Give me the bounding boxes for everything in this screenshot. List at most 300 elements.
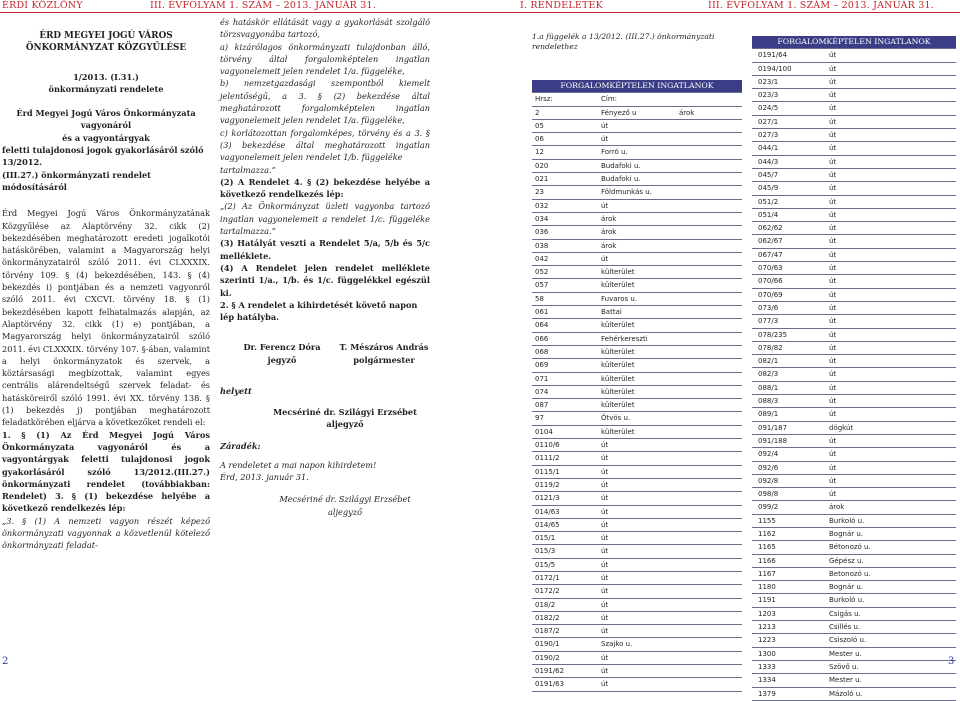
table-row [752,288,956,301]
clause-date: Érd, 2013. január 31. [220,471,309,482]
hrsz-cell: 014/63 [532,505,598,518]
hrsz-cell: 0194/100 [752,62,817,75]
table-row [532,465,742,478]
table-row [532,399,742,412]
address-cell: út [598,492,676,505]
table-row [752,341,956,354]
sig-mayor-role: polgármester [353,354,415,365]
hrsz-cell: 082/1 [752,355,817,368]
hrsz-cell: 027/3 [752,129,817,142]
table-row [532,598,742,611]
table-row [752,142,956,155]
address-cell: Földmunkás u. [598,186,676,199]
address-cell: út [817,474,956,487]
hrsz-cell: 044/3 [752,155,817,168]
hrsz-cell: 1334 [752,674,817,687]
page-number-right: 3 [948,656,955,667]
address-cell: út [598,199,676,212]
table-row [752,248,956,261]
decree-title-1: Érd Megyei Jogú Város Önkormányzata vagyonáról [16,108,196,131]
address-cell: Fehérkereszti [598,332,676,345]
type-cell [676,146,742,159]
table-row [752,235,956,248]
hrsz-cell: 051/4 [752,208,817,221]
type-cell [676,452,742,465]
type-cell [676,119,742,132]
type-cell [676,279,742,292]
address-cell: út [817,235,956,248]
hrsz-cell: 015/5 [532,558,598,571]
hrsz-cell: 024/5 [752,102,817,115]
type-cell [676,665,742,678]
address-cell: út [817,328,956,341]
table-row [752,554,956,567]
address-cell: árok [817,501,956,514]
address-cell: út [598,119,676,132]
hrsz-cell: 1166 [752,554,817,567]
section-1: 1. § (1) Az Érd Megyei Jogú Város Önkormányzata vagyonáról és a vagyontárgyak feletti tulajdonosi jogok gyakorlásáról szóló 13/2012.(III.27.) önkormányzati rendelet (továbbiakban: Rendelet) 3. § (1) bekezdése helyébe a következő rendelkezés lép: [2,429,210,514]
hrsz-cell: 023/1 [752,75,817,88]
address-cell: Budafoki u. [598,159,676,172]
table-row [752,355,956,368]
hrsz-cell: 1167 [752,567,817,580]
hrsz-cell: 06 [532,133,598,146]
hrsz-cell: 091/188 [752,434,817,447]
issue-right: III. ÉVFOLYAM 1. SZÁM – 2013. JANUÁR 31. [708,0,934,11]
table-row [532,651,742,664]
section-1-4: (4) A Rendelet jelen rendelet melléklete szerinti 1/a., 1/b. és 1/c. függelékkel egészül ki. [220,262,430,298]
address-cell: út [817,461,956,474]
table-row [532,345,742,358]
header-rule [0,12,960,13]
table-row [752,527,956,540]
address-cell: Bognár u. [817,581,956,594]
address-cell: külterület [598,266,676,279]
table-row [532,518,742,531]
hrsz-cell: 1333 [752,660,817,673]
table-2-body [752,49,956,701]
hrsz-cell: 0172/1 [532,571,598,584]
hrsz-cell: 58 [532,292,598,305]
appendix-caption: 1.a függelék a 13/2012. (III.27.) önkormányzati rendelethez [532,32,715,51]
address-cell: dögkút [817,421,956,434]
table-row [752,275,956,288]
sig-deputy [220,406,430,431]
table-row [752,368,956,381]
sig-notary-role: jegyző [267,354,297,365]
hrsz-cell: 020 [532,159,598,172]
table-row [532,532,742,545]
table-row [532,452,742,465]
address-cell: út [598,611,676,624]
type-cell [676,266,742,279]
table-row [532,678,742,691]
table-row [532,239,742,252]
type-cell [676,678,742,691]
address-cell: út [817,315,956,328]
address-cell: út [817,195,956,208]
appendix-column-1 [532,32,742,692]
address-cell: külterület [598,372,676,385]
table-row [532,571,742,584]
hrsz-cell: 069 [532,359,598,372]
table-row [752,89,956,102]
address-cell: külterület [598,319,676,332]
address-cell: út [817,434,956,447]
type-cell [676,239,742,252]
hrsz-cell: 1165 [752,541,817,554]
hrsz-cell: 092/4 [752,448,817,461]
address-cell: út [817,368,956,381]
address-cell: út [817,341,956,354]
hrsz-cell: 021 [532,173,598,186]
table-row [752,594,956,607]
hrsz-cell: 0182/2 [532,611,598,624]
type-cell [676,611,742,624]
address-cell: Budafoki u. [598,173,676,186]
sig-mayor [334,341,434,366]
hrsz-cell: 97 [532,412,598,425]
section-1-quote: „3. § (1) A nemzeti vagyon részét képező önkormányzati vagyonnak a közvetlenül kötelező önkormányzati feladat- [2,515,210,551]
hrsz-cell: 074 [532,385,598,398]
address-cell: külterület [598,345,676,358]
hrsz-cell: 078/235 [752,328,817,341]
point-c: c) korlátozottan forgalomképes, törvény és a 3. § (3) bekezdése által meghatározott ingatlan vagyonelemeit jelen rendelet 1/b. függeléke [220,127,430,163]
type-cell [676,332,742,345]
type-cell [676,359,742,372]
section-name: I. RENDELETEK [520,0,603,11]
address-cell: út [817,89,956,102]
address-cell: Fényező u [598,106,676,119]
hrsz-cell: 2 [532,106,598,119]
table-row [532,266,742,279]
issue-left: III. ÉVFOLYAM 1. SZÁM – 2013. JANUÁR 31. [150,0,376,11]
table-row [532,279,742,292]
type-cell [676,518,742,531]
page-number-left: 2 [2,656,9,667]
type-cell [676,532,742,545]
address-cell: út [817,49,956,62]
type-cell [676,545,742,558]
address-cell: Gépész u. [817,554,956,567]
table-row [752,381,956,394]
hrsz-cell: 0115/1 [532,465,598,478]
hrsz-cell: 077/3 [752,315,817,328]
address-cell: Bétonozó u. [817,541,956,554]
hrsz-cell: 032 [532,199,598,212]
table-row [532,173,742,186]
address-cell: út [817,75,956,88]
address-cell: út [598,465,676,478]
sig-deputy-2-name: Mecsériné dr. Szilágyi Erzsébet [279,494,411,505]
hrsz-cell: 1223 [752,634,817,647]
table-row [752,102,956,115]
table-row [752,501,956,514]
address-cell: út [817,115,956,128]
table-row [752,408,956,421]
type-cell [676,651,742,664]
hrsz-cell: 067/47 [752,248,817,261]
table-row [752,328,956,341]
clause-label: Záradék: [220,441,261,452]
address-cell: Betonozó u. [817,567,956,580]
hrsz-cell: 071 [532,372,598,385]
address-cell: út [817,102,956,115]
hrsz-cell: 0187/2 [532,625,598,638]
table-row [532,319,742,332]
hrsz-cell: 061 [532,306,598,319]
preamble: Érd Megyei Jogú Város Önkormányzatának Közgyűlése az Alaptörvény 32. cikk (2) bekezdésében meghatározott eredeti jogalkotói hatáskörében, valamint a Magyarország helyi önkormányzatairól szóló 2011. évi CLXXXIX. törvény 109. § (4) bekezdésében, 143. § (4) bekezdés i) pontjában és a nemzeti vagyonról szóló 2011. évi CXCVI. törvény 18. § (1) bekezdésében kapott felhatalmazás alapján, az Alaptörvény 32. cikk (1) e) pontjában, a Magyarország helyi önkormányzatairól szóló 2011. évi CLXXXIX. törvény 107. §-ában, valamint a helyi önkormányzatok és szervek, a köztársasági megbízottak, valamint egyes centrális alárendeltségű szervek feladat- és hatásköreiről szóló 1991. évi XX. törvény 138. § (1) bekezdés j) pontjában meghatározott feladatkörében eljárva a következőket rendeli el: [2,208,210,428]
address-cell: külterület [598,359,676,372]
type-cell: árok [676,106,742,119]
type-cell [676,492,742,505]
hrsz-cell: 045/7 [752,168,817,181]
decree-column-2 [220,16,430,518]
address-cell: út [598,505,676,518]
hrsz-cell: 1300 [752,647,817,660]
hrsz-cell: 1155 [752,514,817,527]
address-cell: Mester u. [817,647,956,660]
type-cell [676,439,742,452]
hrsz-cell: 062/67 [752,235,817,248]
hrsz-cell: 066 [532,332,598,345]
table-row [532,638,742,651]
type-cell [676,212,742,225]
hrsz-cell: 088/1 [752,381,817,394]
continuation: és hatáskör ellátását vagy a gyakorlását szolgáló törzsvagyonába tartozó, [220,17,430,40]
hrsz-cell: 0190/2 [532,651,598,664]
table-row [532,146,742,159]
type-cell [676,625,742,638]
hrsz-cell: 0172/2 [532,585,598,598]
address-cell: út [817,381,956,394]
address-cell: Szövő u. [817,660,956,673]
address-cell: Mester u. [817,674,956,687]
hrsz-cell: 070/66 [752,275,817,288]
address-cell: út [598,532,676,545]
hrsz-cell: 068 [532,345,598,358]
table-row [752,262,956,275]
hrsz-cell: 1180 [752,581,817,594]
table-row [532,478,742,491]
table-row [752,567,956,580]
address-cell: út [598,571,676,584]
address-cell: út [817,301,956,314]
address-cell: út [817,182,956,195]
type-cell [676,186,742,199]
type-cell [676,412,742,425]
table-row [532,385,742,398]
hrsz-cell: 044/1 [752,142,817,155]
address-cell: út [817,355,956,368]
table-row [532,292,742,305]
address-cell: külterület [598,385,676,398]
type-cell [676,306,742,319]
type-cell [676,465,742,478]
address-cell: út [598,625,676,638]
sig-deputy-2-role: aljegyző [328,506,362,517]
hrsz-cell: 0111/2 [532,452,598,465]
address-cell: Forró u. [598,146,676,159]
type-cell [676,558,742,571]
table-row [752,49,956,62]
on-behalf: helyett [220,386,252,397]
address-cell: külterület [598,425,676,438]
address-cell: út [817,168,956,181]
section-1-2: (2) A Rendelet 4. § (2) bekezdése helyébe a következő rendelkezés lép: [220,176,430,200]
hrsz-cell: 091/187 [752,421,817,434]
table-1-address-header: Cím: [598,93,742,106]
table-row [532,332,742,345]
hrsz-cell: 015/1 [532,532,598,545]
type-cell [676,399,742,412]
type-cell [676,478,742,491]
address-cell: út [817,222,956,235]
table-row [752,301,956,314]
type-cell [676,133,742,146]
table-row [532,159,742,172]
running-header [0,0,960,14]
hrsz-cell: 027/1 [752,115,817,128]
section-2: 2. § A rendelet a kihirdetését követő napon lép hatályba. [220,299,418,323]
decree-title-4: (III.27.) önkormányzati rendelet módosításáról [2,169,151,192]
hrsz-cell: 23 [532,186,598,199]
table-row [752,448,956,461]
address-cell: út [598,598,676,611]
table-row [752,647,956,660]
type-cell [676,252,742,265]
table-row [752,687,956,700]
type-cell [676,425,742,438]
address-cell: út [817,62,956,75]
section-1-3: (3) Hatályát veszti a Rendelet 5/a, 5/b és 5/c melléklete. [220,238,430,261]
hrsz-cell: 0119/2 [532,478,598,491]
hrsz-cell: 034 [532,212,598,225]
type-cell [676,345,742,358]
hrsz-cell: 089/1 [752,408,817,421]
type-cell [676,226,742,239]
address-cell: árok [598,226,676,239]
table-row [752,195,956,208]
sig-deputy-role: aljegyző [326,419,364,430]
table-row [752,168,956,181]
point-a: a) kizárólagos önkormányzati tulajdonban álló, törvény által forgalomképtelen ingatlan vagyonelemeit jelen rendelet 1/a. függeléke, [220,41,430,77]
address-cell: Burkoló u. [817,514,956,527]
hrsz-cell: 0191/63 [532,678,598,691]
sig-mayor-name: T. Mészáros András [339,342,429,353]
table-row [752,607,956,620]
table-row [752,208,956,221]
table-row [532,558,742,571]
hrsz-cell: 0121/3 [532,492,598,505]
hrsz-cell: 057 [532,279,598,292]
table-row [532,199,742,212]
address-cell: út [817,408,956,421]
hrsz-cell: 0190/1 [532,638,598,651]
address-cell: Csiszoló u. [817,634,956,647]
table-row [752,315,956,328]
address-cell: Burkoló u. [817,594,956,607]
hrsz-cell: 082/3 [752,368,817,381]
point-tail: tartalmazza.” [220,164,276,175]
table-row [532,252,742,265]
table-row [532,492,742,505]
sig-notary [232,341,332,366]
address-cell: Csillés u. [817,621,956,634]
type-cell [676,385,742,398]
type-cell [676,372,742,385]
table-row [532,545,742,558]
hrsz-cell: 0104 [532,425,598,438]
address-cell: út [817,129,956,142]
journal-name: ÉRDI KÖZLÖNY [2,0,83,11]
address-cell: Csigás u. [817,607,956,620]
table-row [532,505,742,518]
address-cell: Fuvaros u. [598,292,676,305]
decree-title-3: feletti tulajdonosi jogok gyakorlásáról szóló 13/2012. [2,145,204,168]
hrsz-cell: 073/6 [752,301,817,314]
hrsz-cell: 05 [532,119,598,132]
address-cell: út [817,142,956,155]
type-cell [676,571,742,584]
table-1-hrsz-header: Hrsz: [532,93,598,106]
address-cell: út [817,208,956,221]
decree-column-1 [2,30,210,552]
hrsz-cell: 1203 [752,607,817,620]
table-row [752,660,956,673]
address-cell: Szajko u. [598,638,676,651]
address-cell: út [598,545,676,558]
address-cell: út [598,478,676,491]
address-cell: út [817,275,956,288]
hrsz-cell: 023/3 [752,89,817,102]
hrsz-cell: 1191 [752,594,817,607]
hrsz-cell: 088/3 [752,395,817,408]
table-row [752,488,956,501]
address-cell: út [598,518,676,531]
type-cell [676,505,742,518]
hrsz-cell: 099/2 [752,501,817,514]
hrsz-cell: 015/3 [532,545,598,558]
address-cell: árok [598,212,676,225]
table-row [752,115,956,128]
hrsz-cell: 064 [532,319,598,332]
address-cell: út [598,665,676,678]
table-row [532,212,742,225]
table-row [752,395,956,408]
sig-deputy-name: Mecsériné dr. Szilágyi Erzsébet [273,406,417,417]
hrsz-cell: 078/82 [752,341,817,354]
address-cell: út [598,585,676,598]
address-cell: Ötvös u. [598,412,676,425]
address-cell: út [598,558,676,571]
decree-number: 1/2013. (I.31.) [73,71,139,82]
table-1-title: FORGALOMKÉPTELEN INGATLANOK [532,80,742,93]
hrsz-cell: 062/62 [752,222,817,235]
hrsz-cell: 098/8 [752,488,817,501]
type-cell [676,199,742,212]
table-row [752,155,956,168]
table-row [752,434,956,447]
decree-type: önkormányzati rendelete [48,83,164,94]
table-row [532,439,742,452]
address-cell: Bognár u. [817,527,956,540]
appendix-column-2 [752,36,956,701]
address-cell: út [598,133,676,146]
address-cell: út [817,155,956,168]
hrsz-cell: 052 [532,266,598,279]
decree-title-2: és a vagyontárgyak [62,132,150,143]
